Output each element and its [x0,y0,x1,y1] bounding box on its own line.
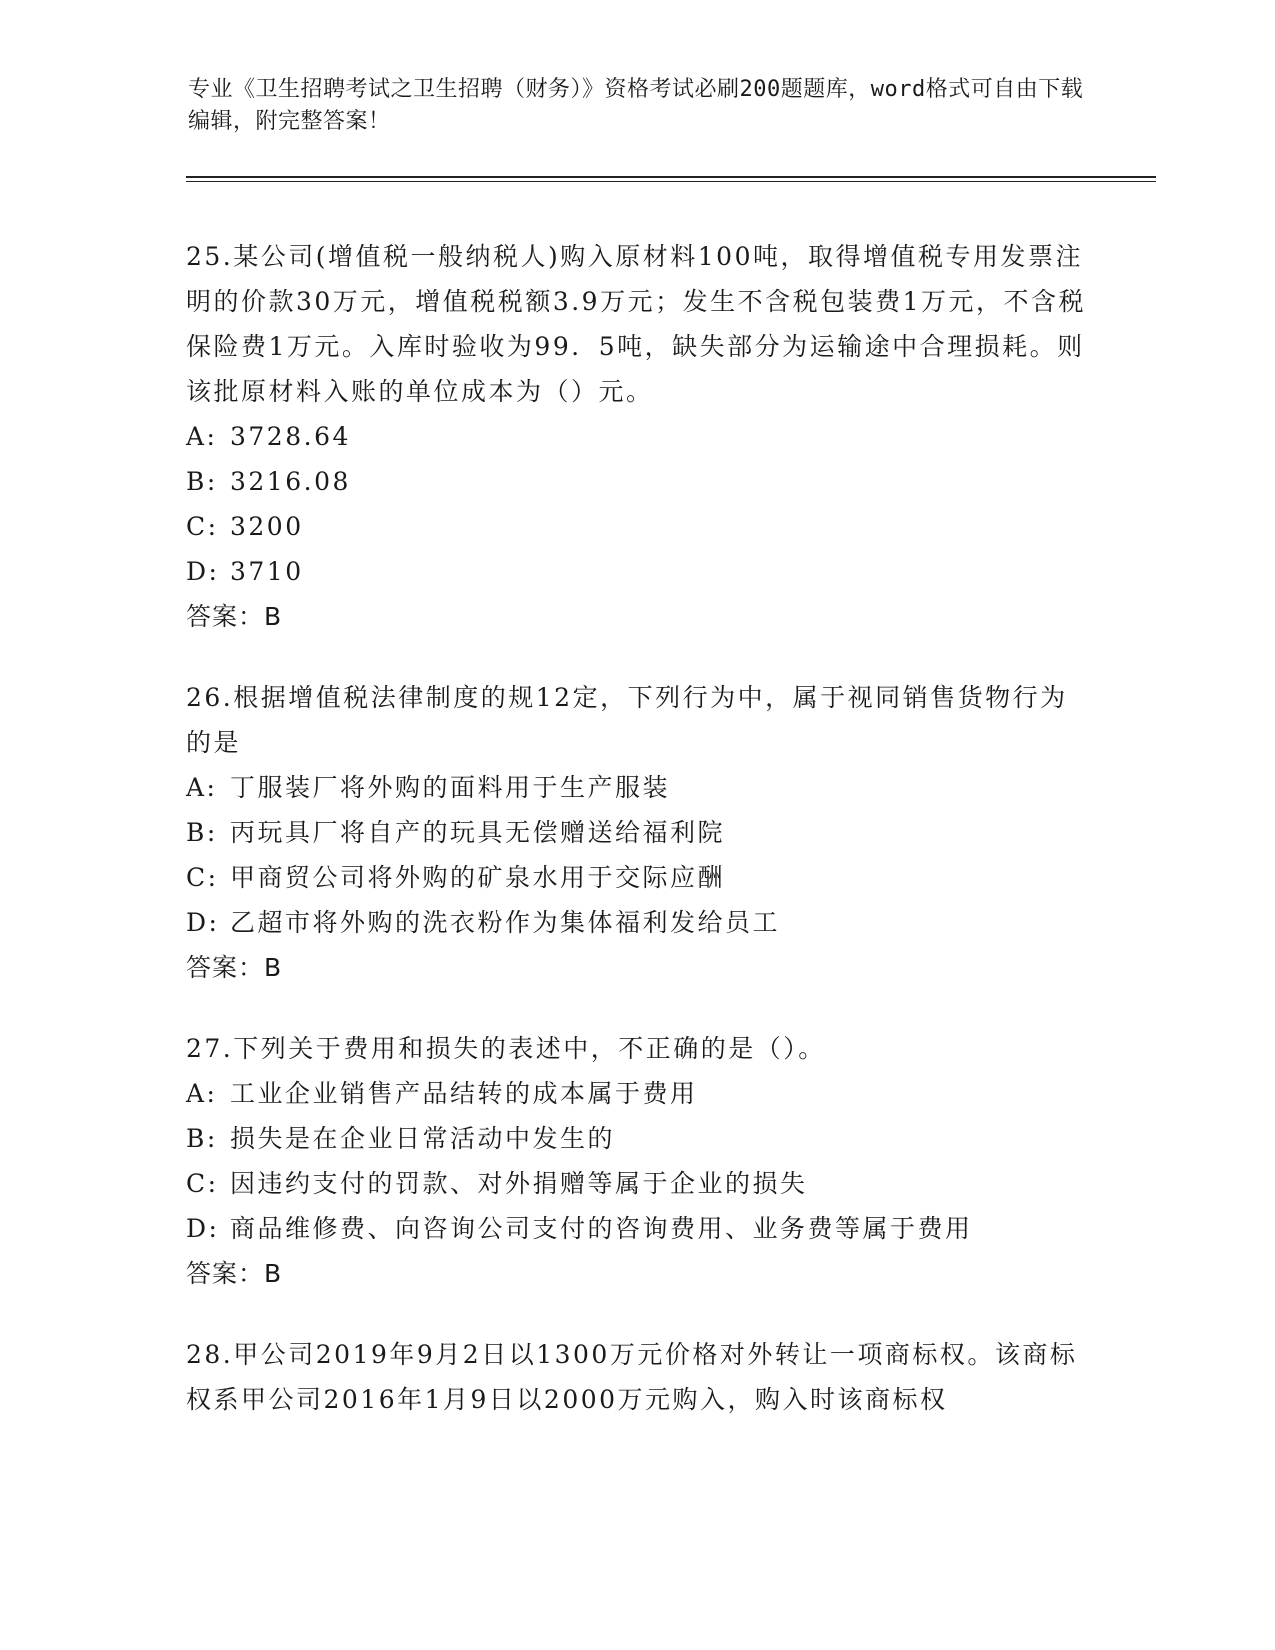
question-text: 28.甲公司2019年9月2日以1300万元价格对外转让一项商标权。该商标权系甲公司2016年1月9日以2000万元购入，购入时该商标权 [186,1340,1078,1414]
answer-option [186,810,1086,855]
answer-line [186,594,1086,639]
option-text: 因违约支付的罚款、对外捐赠等属于企业的损失 [230,1169,808,1198]
option-text: 丁服装厂将外购的面料用于生产服装 [230,773,671,802]
question-text: 27.下列关于费用和损失的表述中，不正确的是（）。 [186,1034,826,1063]
answer-value: B [264,953,283,982]
option-letter: D: [186,908,220,937]
answer-option [186,1161,1086,1206]
header-title: 专业《卫生招聘考试之卫生招聘（财务）》资格考试必刷200题题库，word格式可自由下载编辑，附完整答案！ [188,77,1084,134]
question-block [186,234,1086,639]
option-text: 商品维修费、向咨询公司支付的咨询费用、业务费等属于费用 [230,1214,973,1243]
question-text: 25.某公司(增值税一般纳税人)购入原材料100吨，取得增值税专用发票注明的价款30万元，增值税税额3.9万元；发生不含税包装费1万元，不含税保险费1万元。入库时验收为99．5吨，缺失部分为运输途中合理损耗。则该批原材料入账的单位成本为（）元。 [186,242,1086,406]
option-letter: C: [186,1169,219,1198]
option-text: 乙超市将外购的洗衣粉作为集体福利发给员工 [230,908,781,937]
header-divider [186,176,1156,182]
answer-option [186,549,1086,594]
answer-value: B [264,1259,283,1288]
option-text: 3216.08 [230,467,351,496]
question-text: 26.根据增值税法律制度的规12定，下列行为中，属于视同销售货物行为的是 [186,683,1068,757]
option-letter: D: [186,557,220,586]
option-text: 工业企业销售产品结转的成本属于费用 [230,1079,698,1108]
answer-label: 答案： [186,602,265,631]
answer-option [186,1206,1086,1251]
option-text: 损失是在企业日常活动中发生的 [230,1124,616,1153]
question-block [186,1332,1086,1422]
option-letter: B: [186,818,218,847]
answer-option [186,459,1086,504]
document-header [188,74,1088,138]
answer-label: 答案： [186,1259,265,1288]
option-text: 3200 [230,512,304,541]
option-text: 3728.64 [230,422,351,451]
answer-value: B [264,602,283,631]
answer-option [186,504,1086,549]
option-letter: C: [186,863,219,892]
question-block [186,675,1086,990]
option-letter: B: [186,467,218,496]
option-text: 甲商贸公司将外购的矿泉水用于交际应酬 [230,863,726,892]
answer-option [186,855,1086,900]
option-letter: A: [186,422,218,451]
option-letter: B: [186,1124,218,1153]
option-letter: C: [186,512,219,541]
question-block [186,1026,1086,1296]
answer-label: 答案： [186,953,265,982]
answer-option [186,1116,1086,1161]
answer-option [186,765,1086,810]
option-letter: D: [186,1214,220,1243]
option-letter: A: [186,773,218,802]
answer-option [186,414,1086,459]
option-letter: A: [186,1079,218,1108]
answer-line [186,1251,1086,1296]
answer-line [186,945,1086,990]
answer-option [186,900,1086,945]
option-text: 丙玩具厂将自产的玩具无偿赠送给福利院 [230,818,726,847]
question-list [186,234,1086,1458]
answer-option [186,1071,1086,1116]
option-text: 3710 [230,557,304,586]
